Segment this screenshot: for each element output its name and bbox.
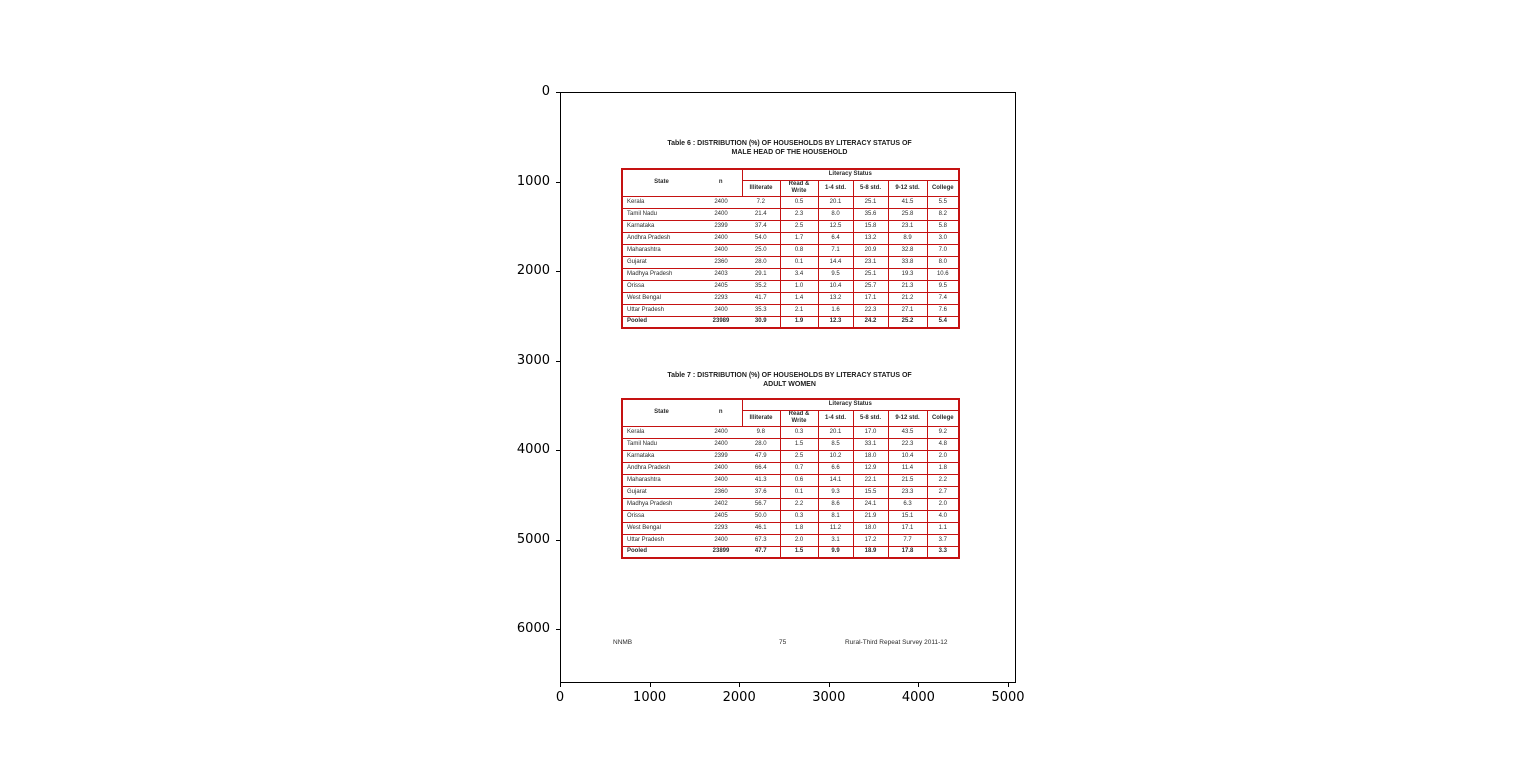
value-cell: 8.2 [927,208,959,220]
state-cell: Uttar Pradesh [622,534,700,546]
value-cell: 28.0 [742,256,780,268]
table-row [622,546,959,558]
table-row [622,510,959,522]
value-cell: 15.1 [888,510,927,522]
state-cell: Karnataka [622,450,700,462]
y-tick-mark [556,540,560,541]
table6 [621,168,960,329]
value-cell: 17.1 [888,522,927,534]
value-cell: 5.4 [927,316,959,328]
value-cell: 22.3 [853,304,888,316]
value-cell: 6.6 [818,462,853,474]
value-cell: 1.0 [780,280,818,292]
table7-title-line1: Table 7 : DISTRIBUTION (%) OF HOUSEHOLDS BY LITERACY STATUS OF [667,372,912,379]
x-tick-mark [918,683,919,687]
value-cell: 4.0 [927,510,959,522]
literacy-status-group-header: Literacy Status [742,169,959,180]
value-cell: 9.5 [818,268,853,280]
value-cell: 2400 [700,474,742,486]
x-tick-label: 0 [555,690,565,705]
x-tick-mark [560,683,561,687]
value-cell: 2403 [700,268,742,280]
value-cell: 17.8 [888,546,927,558]
value-cell: 25.2 [888,316,927,328]
y-tick-label: 6000 [516,621,550,636]
value-cell: 23.1 [888,220,927,232]
x-tick-mark [739,683,740,687]
state-cell: Orissa [622,510,700,522]
value-cell: 2400 [700,208,742,220]
value-cell: 15.8 [853,220,888,232]
value-cell: 54.0 [742,232,780,244]
col-header-9-12-std: 9-12 std. [888,180,927,196]
value-cell: 8.0 [818,208,853,220]
x-tick-mark [829,683,830,687]
value-cell: 11.4 [888,462,927,474]
value-cell: 20.1 [818,426,853,438]
value-cell: 8.1 [818,510,853,522]
value-cell: 35.3 [742,304,780,316]
value-cell: 10.4 [888,450,927,462]
table6-title-line1: Table 6 : DISTRIBUTION (%) OF HOUSEHOLDS BY LITERACY STATUS OF [667,140,912,147]
y-tick-label: 3000 [516,352,550,368]
value-cell: 8.9 [888,232,927,244]
col-header-1-4-std: 1-4 std. [818,410,853,426]
value-cell: 33.8 [888,256,927,268]
table-row [622,426,959,438]
value-cell: 9.2 [927,426,959,438]
value-cell: 0.1 [780,486,818,498]
value-cell: 35.2 [742,280,780,292]
value-cell: 21.4 [742,208,780,220]
table-row [622,244,959,256]
value-cell: 17.0 [853,426,888,438]
state-cell: Gujarat [622,256,700,268]
col-header-state: State [622,169,700,196]
value-cell: 15.5 [853,486,888,498]
value-cell: 6.4 [818,232,853,244]
value-cell: 0.6 [780,474,818,486]
value-cell: 67.3 [742,534,780,546]
state-cell: Pooled [622,546,700,558]
value-cell: 2.0 [780,534,818,546]
value-cell: 0.5 [780,196,818,208]
value-cell: 21.5 [888,474,927,486]
state-cell: Pooled [622,316,700,328]
value-cell: 1.1 [927,522,959,534]
value-cell: 13.2 [853,232,888,244]
value-cell: 2360 [700,256,742,268]
value-cell: 9.8 [742,426,780,438]
table7-title [621,371,958,389]
value-cell: 7.7 [888,534,927,546]
value-cell: 8.6 [818,498,853,510]
value-cell: 41.5 [888,196,927,208]
table-row [622,196,959,208]
value-cell: 56.7 [742,498,780,510]
x-tick-mark [1008,683,1009,687]
value-cell: 1.9 [780,316,818,328]
state-cell: Orissa [622,280,700,292]
value-cell: 27.1 [888,304,927,316]
value-cell: 1.7 [780,232,818,244]
value-cell: 21.9 [853,510,888,522]
value-cell: 13.2 [818,292,853,304]
table-row [622,474,959,486]
value-cell: 25.1 [853,196,888,208]
value-cell: 28.0 [742,438,780,450]
y-tick-mark [556,92,560,93]
state-cell: Andhra Pradesh [622,462,700,474]
value-cell: 2400 [700,196,742,208]
col-header-illiterate: Illiterate [742,180,780,196]
value-cell: 1.8 [780,522,818,534]
value-cell: 3.4 [780,268,818,280]
col-header-n: n [700,169,742,196]
value-cell: 2.2 [780,498,818,510]
value-cell: 22.1 [853,474,888,486]
value-cell: 2.1 [780,304,818,316]
value-cell: 10.6 [927,268,959,280]
value-cell: 18.9 [853,546,888,558]
value-cell: 43.5 [888,426,927,438]
value-cell: 8.0 [927,256,959,268]
value-cell: 17.1 [853,292,888,304]
value-cell: 47.9 [742,450,780,462]
state-cell: Kerala [622,196,700,208]
value-cell: 1.5 [780,546,818,558]
value-cell: 9.9 [818,546,853,558]
col-header-state: State [622,399,700,426]
value-cell: 0.1 [780,256,818,268]
value-cell: 41.3 [742,474,780,486]
value-cell: 20.9 [853,244,888,256]
y-tick-label: 0 [541,84,550,99]
y-tick-mark [556,182,560,183]
value-cell: 25.7 [853,280,888,292]
table7 [621,398,960,559]
value-cell: 18.0 [853,450,888,462]
value-cell: 24.1 [853,498,888,510]
value-cell: 29.1 [742,268,780,280]
table-row [622,486,959,498]
value-cell: 23899 [700,546,742,558]
value-cell: 7.0 [927,244,959,256]
value-cell: 25.0 [742,244,780,256]
state-cell: Karnataka [622,220,700,232]
value-cell: 2400 [700,304,742,316]
state-cell: Maharashtra [622,474,700,486]
value-cell: 7.4 [927,292,959,304]
table7-header-row1 [622,399,959,410]
state-cell: Andhra Pradesh [622,232,700,244]
value-cell: 37.4 [742,220,780,232]
table-row [622,450,959,462]
value-cell: 8.5 [818,438,853,450]
value-cell: 2400 [700,534,742,546]
value-cell: 9.3 [818,486,853,498]
value-cell: 11.2 [818,522,853,534]
value-cell: 1.5 [780,438,818,450]
value-cell: 14.4 [818,256,853,268]
value-cell: 1.6 [818,304,853,316]
value-cell: 2.0 [927,498,959,510]
value-cell: 23989 [700,316,742,328]
value-cell: 9.5 [927,280,959,292]
value-cell: 22.3 [888,438,927,450]
state-cell: Tamil Nadu [622,208,700,220]
col-header-illiterate: Illiterate [742,410,780,426]
value-cell: 2400 [700,426,742,438]
value-cell: 3.0 [927,232,959,244]
value-cell: 37.6 [742,486,780,498]
value-cell: 2405 [700,280,742,292]
value-cell: 2400 [700,232,742,244]
table7-title-line2: ADULT WOMEN [763,381,816,388]
footer-right: Rural-Third Repeat Survey 2011-12 [845,639,948,646]
value-cell: 18.0 [853,522,888,534]
value-cell: 19.3 [888,268,927,280]
table-row [622,280,959,292]
y-tick-label: 5000 [516,531,550,547]
value-cell: 2.3 [780,208,818,220]
value-cell: 10.4 [818,280,853,292]
table-row [622,462,959,474]
value-cell: 0.8 [780,244,818,256]
col-header-read-write: Read & Write [780,180,818,196]
table-row [622,498,959,510]
y-tick-label: 1000 [516,173,550,189]
value-cell: 2360 [700,486,742,498]
value-cell: 35.6 [853,208,888,220]
literacy-status-group-header: Literacy Status [742,399,959,410]
value-cell: 30.9 [742,316,780,328]
table6-title-line2: MALE HEAD OF THE HOUSEHOLD [731,149,848,156]
state-cell: Uttar Pradesh [622,304,700,316]
state-cell: West Bengal [622,292,700,304]
value-cell: 0.7 [780,462,818,474]
table-row [622,316,959,328]
plot-area [560,92,1016,683]
state-cell: West Bengal [622,522,700,534]
x-tick-label: 1000 [633,690,667,705]
value-cell: 2.7 [927,486,959,498]
table6-body [622,196,959,328]
value-cell: 7.6 [927,304,959,316]
value-cell: 23.3 [888,486,927,498]
y-tick-label: 2000 [516,263,550,278]
value-cell: 12.3 [818,316,853,328]
value-cell: 12.9 [853,462,888,474]
value-cell: 7.2 [742,196,780,208]
value-cell: 2400 [700,244,742,256]
table-row [622,522,959,534]
table-row [622,304,959,316]
x-tick-mark [650,683,651,687]
footer-page-number: 75 [779,639,787,646]
table-row [622,232,959,244]
table6-header-row1 [622,169,959,180]
value-cell: 0.3 [780,510,818,522]
value-cell: 4.8 [927,438,959,450]
value-cell: 50.0 [742,510,780,522]
state-cell: Maharashtra [622,244,700,256]
y-tick-mark [556,271,560,272]
value-cell: 17.2 [853,534,888,546]
state-cell: Kerala [622,426,700,438]
state-cell: Gujarat [622,486,700,498]
table-row [622,292,959,304]
value-cell: 3.3 [927,546,959,558]
value-cell: 2399 [700,450,742,462]
table-row [622,438,959,450]
table6-title [621,139,958,157]
col-header-read-write: Read & Write [780,410,818,426]
y-tick-label: 4000 [516,442,550,457]
value-cell: 2.5 [780,220,818,232]
x-tick-label: 2000 [722,690,756,705]
value-cell: 2293 [700,522,742,534]
value-cell: 20.1 [818,196,853,208]
value-cell: 47.7 [742,546,780,558]
value-cell: 6.3 [888,498,927,510]
value-cell: 5.8 [927,220,959,232]
value-cell: 66.4 [742,462,780,474]
value-cell: 1.4 [780,292,818,304]
value-cell: 12.5 [818,220,853,232]
table-row [622,534,959,546]
value-cell: 3.1 [818,534,853,546]
y-tick-mark [556,450,560,451]
value-cell: 21.3 [888,280,927,292]
col-header-9-12-std: 9-12 std. [888,410,927,426]
table-row [622,220,959,232]
y-tick-mark [556,629,560,630]
value-cell: 1.8 [927,462,959,474]
x-tick-label: 3000 [812,690,846,705]
value-cell: 25.8 [888,208,927,220]
table7-body [622,426,959,558]
value-cell: 14.1 [818,474,853,486]
value-cell: 33.1 [853,438,888,450]
value-cell: 2400 [700,462,742,474]
value-cell: 2.5 [780,450,818,462]
value-cell: 2.2 [927,474,959,486]
value-cell: 25.1 [853,268,888,280]
state-cell: Madhya Pradesh [622,498,700,510]
x-tick-label: 5000 [991,690,1025,705]
table-row [622,208,959,220]
col-header-college: College [927,410,959,426]
value-cell: 41.7 [742,292,780,304]
y-tick-mark [556,361,560,362]
x-tick-label: 4000 [901,690,935,705]
value-cell: 0.3 [780,426,818,438]
table-row [622,256,959,268]
value-cell: 2399 [700,220,742,232]
value-cell: 10.2 [818,450,853,462]
state-cell: Madhya Pradesh [622,268,700,280]
col-header-5-8-std: 5-8 std. [853,410,888,426]
value-cell: 21.2 [888,292,927,304]
value-cell: 2.0 [927,450,959,462]
col-header-1-4-std: 1-4 std. [818,180,853,196]
value-cell: 32.8 [888,244,927,256]
value-cell: 2293 [700,292,742,304]
col-header-n: n [700,399,742,426]
value-cell: 3.7 [927,534,959,546]
value-cell: 2405 [700,510,742,522]
col-header-college: College [927,180,959,196]
value-cell: 7.1 [818,244,853,256]
value-cell: 2400 [700,438,742,450]
value-cell: 2402 [700,498,742,510]
state-cell: Tamil Nadu [622,438,700,450]
value-cell: 23.1 [853,256,888,268]
col-header-5-8-std: 5-8 std. [853,180,888,196]
value-cell: 24.2 [853,316,888,328]
value-cell: 46.1 [742,522,780,534]
doc-footer [561,639,1017,649]
table-row [622,268,959,280]
value-cell: 5.5 [927,196,959,208]
footer-left: NNMB [613,639,633,646]
